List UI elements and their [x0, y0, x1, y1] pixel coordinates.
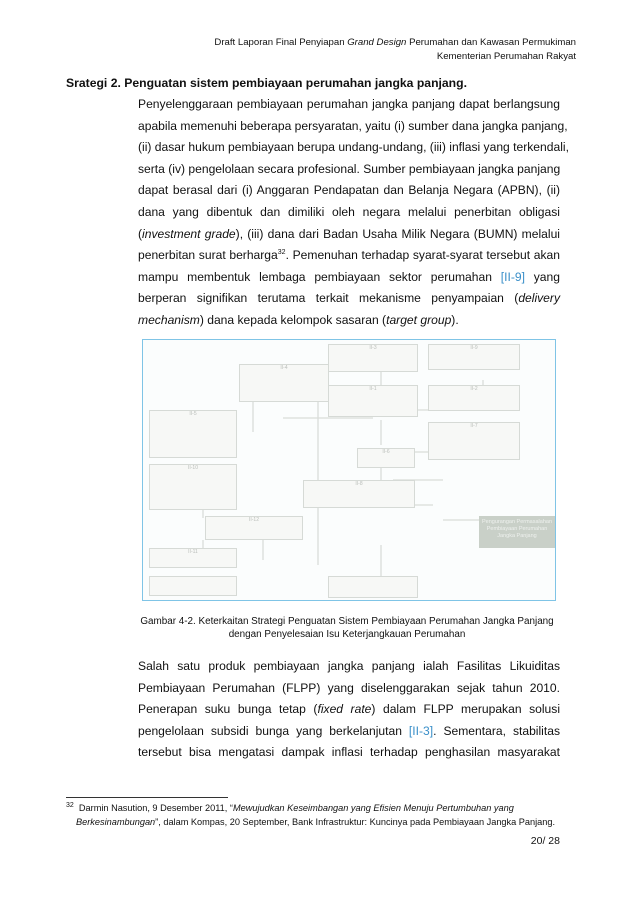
header-line-2: Kementerian Perumahan Rakyat: [436, 51, 576, 62]
node-label: II-4: [280, 365, 288, 371]
footnote-number: 32: [66, 801, 74, 809]
node-label: II-10: [187, 465, 198, 471]
text-line: penerbitan surat berharga$^{32}$. Pemenuhan terhadap syarat-syarat tersebut akan: [138, 248, 560, 263]
footnote-marker: 32: [277, 249, 286, 257]
text-line: mampu membentuk lembaga pembiayaan sektor perumahan [II-9] yang: [138, 269, 560, 284]
node-box: [205, 516, 303, 540]
footnote-line-1: $^{32}$ Darmin Nasution, 9 Desember 2011, “Mewujudkan Keseimbangan yang Efisien Menuju Pertumbuhan yang: [66, 801, 514, 813]
footnote: [66, 801, 560, 829]
node-label: II-5: [189, 411, 197, 417]
cross-reference-link[interactable]: [II-3]: [408, 723, 434, 738]
node-box: [328, 344, 418, 372]
text-line: pengelolaan subsidi bunga yang berkelanjutan [II-3]. Sementara, stabilitas: [138, 723, 560, 738]
text-line: Penyelenggaraan pembiayaan perumahan jangka panjang dapat berlangsung: [138, 97, 560, 111]
node-label: II-9: [470, 345, 478, 351]
text-line: serta (iv) pengelolaan secara profesional. Sumber pembiayaan jangka panjang: [138, 161, 561, 176]
text-line: (investment grade), (iii) dana dari Badan Usaha Milik Negara (BUMN) melalui: [138, 226, 560, 241]
text-line: (ii) dasar hukum pembiayaan berupa undang-undang, (iii) inflasi yang terkendali,: [138, 140, 569, 155]
target-label: Pengurangan Permasalahan Pembiayaan Perumahan Jangka Panjang: [481, 519, 553, 539]
caption-line-1: Gambar 4-2. Keterkaitan Strategi Penguatan Sistem Pembiayaan Perumahan Jangka Panjang: [140, 616, 554, 627]
text-line: dana yang dibentuk dan dimiliki oleh negara melalui penerbitan obligasi: [138, 204, 560, 219]
text-line: berperan signifikan terutama terkait mekanisme penyampaian (delivery: [138, 291, 560, 306]
node-label: II-12: [248, 517, 259, 523]
figure-diagram: [142, 339, 556, 601]
node-box: [239, 364, 329, 402]
footnote-line-2: Berkesinambungan”, dalam Kompas, 20 September, Bank Infrastruktur: Kuncinya pada Pembiayaan Jangka Panjang.: [76, 817, 556, 827]
paragraph-1: [138, 94, 569, 332]
text-line: Salah satu produk pembiayaan jangka panjang ialah Fasilitas Likuiditas: [138, 659, 560, 673]
node-label: II-3: [369, 345, 377, 351]
cross-reference-link[interactable]: [II-9]: [500, 269, 525, 284]
node-box: [328, 576, 418, 598]
node-box: [149, 576, 237, 596]
caption-line-2: dengan Penyelesaian Isu Keterjangkauan Perumahan: [228, 629, 466, 640]
node-label: II-1: [369, 386, 377, 392]
text-line: dapat berasal dari (i) Anggaran Pendapatan dan Belanja Negara (APBN), (ii): [138, 183, 560, 198]
figure-caption: [138, 615, 556, 641]
node-box: [149, 410, 237, 458]
header-line-1: Draft Laporan Final Penyiapan Grand Design Perumahan dan Kawasan Permukiman: [214, 37, 576, 48]
node-label: II-11: [188, 549, 198, 555]
node-box: [428, 422, 520, 460]
node-box: [328, 385, 418, 417]
node-label: II-6: [382, 449, 390, 455]
node-box: [428, 344, 520, 370]
node-label: II-2: [470, 386, 478, 392]
section-heading: Srategi 2. Penguatan sistem pembiayaan perumahan jangka panjang.: [66, 76, 467, 90]
text-line: tersebut bisa mengatasi dampak inflasi terhadap penghasilan masyarakat: [138, 745, 560, 760]
text-line: Penerapan suku bunga tetap (fixed rate) dalam FLPP merupakan solusi: [138, 702, 561, 717]
text-line: mechanism) dana kepada kelompok sasaran (target group).: [138, 312, 459, 327]
text-line: Pembiayaan Perumahan (FLPP) yang diselenggarakan sejak tahun 2010.: [138, 680, 560, 695]
page-number: 20/ 28: [530, 835, 560, 847]
node-box: [428, 385, 520, 411]
target-box: [479, 516, 555, 548]
paragraph-2: [138, 656, 560, 764]
running-header: [214, 36, 576, 64]
node-box: [149, 548, 237, 568]
text-line: apabila memenuhi beberapa persyaratan, yaitu (i) sumber dana jangka panjang,: [138, 118, 568, 133]
footnote-divider: [66, 797, 228, 798]
node-box: [149, 464, 237, 510]
node-box: [303, 480, 415, 508]
node-box: [357, 448, 415, 468]
node-label: II-7: [470, 423, 478, 429]
node-label: II-8: [355, 481, 363, 487]
